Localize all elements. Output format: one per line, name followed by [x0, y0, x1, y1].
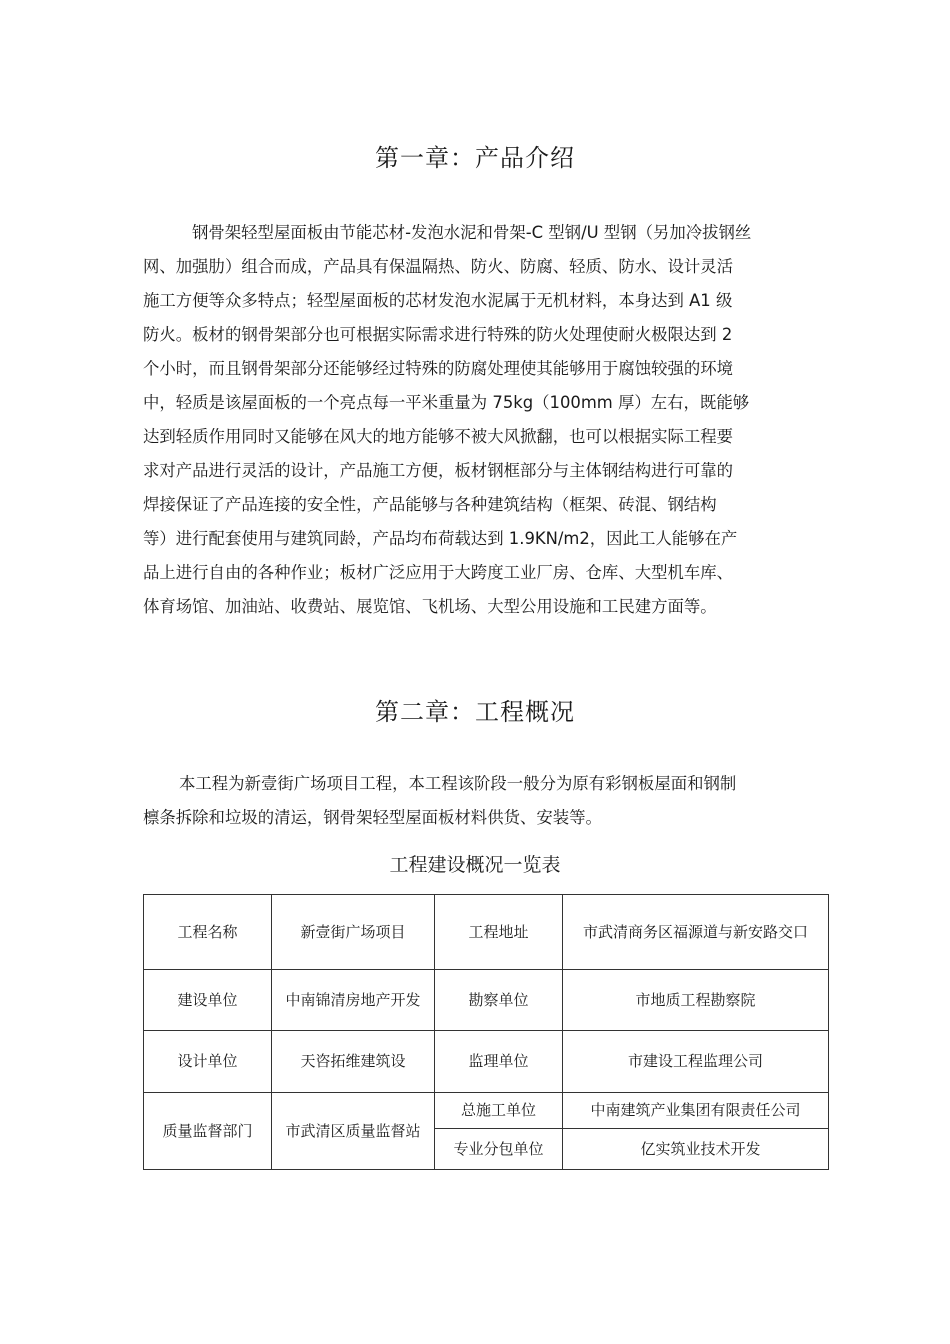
paragraph-line: 本工程为新壹街广场项目工程，本工程该阶段一般分为原有彩钢板屋面和钢制 — [179, 774, 737, 793]
paragraph-line: 网、加强肋）组合而成，产品具有保温隔热、防火、防腐、轻质、防水、设计灵活 — [143, 257, 734, 276]
table-cell-value: 天咨拓维建筑设 — [272, 1031, 435, 1093]
table-cell-label: 工程名称 — [144, 895, 272, 970]
table-cell-label: 建设单位 — [144, 970, 272, 1031]
chapter-1-title: 第一章：产品介绍 — [375, 144, 575, 172]
table-cell-label: 总施工单位 — [435, 1093, 563, 1129]
chapter-2-title: 第二章：工程概况 — [375, 698, 575, 726]
paragraph-line: 品上进行自由的各种作业；板材广泛应用于大跨度工业厂房、仓库、大型机车库、 — [143, 563, 734, 582]
table-row — [144, 1031, 829, 1093]
paragraph-line: 施工方便等众多特点；轻型屋面板的芯材发泡水泥属于无机材料，本身达到 A1 级 — [143, 291, 733, 310]
table-cell-value — [563, 1129, 829, 1170]
paragraph-line: 个小时，而且钢骨架部分还能够经过特殊的防腐处理使其能够用于腐蚀较强的环境 — [143, 359, 734, 378]
chapter-1-paragraph — [143, 216, 838, 624]
chapter-2-paragraph — [143, 767, 838, 835]
paragraph-line: 中，轻质是该屋面板的一个亮点每一平米重量为 75kg（100mm 厚）左右，既能够 — [143, 393, 750, 412]
table-cell-value: 中南锦清房地产开发 — [272, 970, 435, 1031]
table-cell-label: 监理单位 — [435, 1031, 563, 1093]
paragraph-line: 求对产品进行灵活的设计，产品施工方便，板材钢框部分与主体钢结构进行可靠的 — [143, 461, 734, 480]
table-cell-value: 市武清商务区福源道与新安路交口 — [563, 895, 829, 970]
paragraph-line: 防火。板材的钢骨架部分也可根据实际需求进行特殊的防火处理使耐火极限达到 2 — [143, 325, 733, 344]
table-title: 工程建设概况一览表 — [389, 854, 561, 876]
paragraph-line: 等）进行配套使用与建筑同龄，产品均布荷载达到 1.9KN/m2，因此工人能够在产 — [143, 529, 738, 548]
table-cell-value: 市建设工程监理公司 — [563, 1031, 829, 1093]
table-cell-label: 工程地址 — [435, 895, 563, 970]
paragraph-line: 体育场馆、加油站、收费站、展览馆、飞机场、大型公用设施和工民建方面等。 — [143, 597, 717, 616]
table-row — [144, 1093, 829, 1129]
paragraph-line: 达到轻质作用同时又能够在风大的地方能够不被大风掀翻，也可以根据实际工程要 — [143, 427, 734, 446]
table-cell-value: 中南建筑产业集团有限责任公司 — [563, 1093, 829, 1129]
table-cell-label: 勘察单位 — [435, 970, 563, 1031]
paragraph-line: 檩条拆除和垃圾的清运，钢骨架轻型屋面板材料供货、安装等。 — [143, 808, 602, 827]
table-cell-label: 质量监督部门 — [144, 1093, 272, 1170]
paragraph-line: 焊接保证了产品连接的安全性，产品能够与各种建筑结构（框架、砖混、钢结构 — [143, 495, 717, 514]
table-row — [144, 895, 829, 970]
project-overview-table — [143, 894, 829, 1170]
subcontractor-value: 亿实筑业技术开发 — [640, 1139, 761, 1158]
table-cell-value: 市武清区质量监督站 — [272, 1093, 435, 1170]
table-cell-label: 设计单位 — [144, 1031, 272, 1093]
table-cell-value: 新壹街广场项目 — [272, 895, 435, 970]
table-cell-value: 市地质工程勘察院 — [563, 970, 829, 1031]
table-cell-label: 专业分包单位 — [435, 1129, 563, 1170]
paragraph-line: 钢骨架轻型屋面板由节能芯材-发泡水泥和骨架-C 型钢/U 型钢（另加冷拔钢丝 — [192, 223, 752, 242]
table-row — [144, 970, 829, 1031]
